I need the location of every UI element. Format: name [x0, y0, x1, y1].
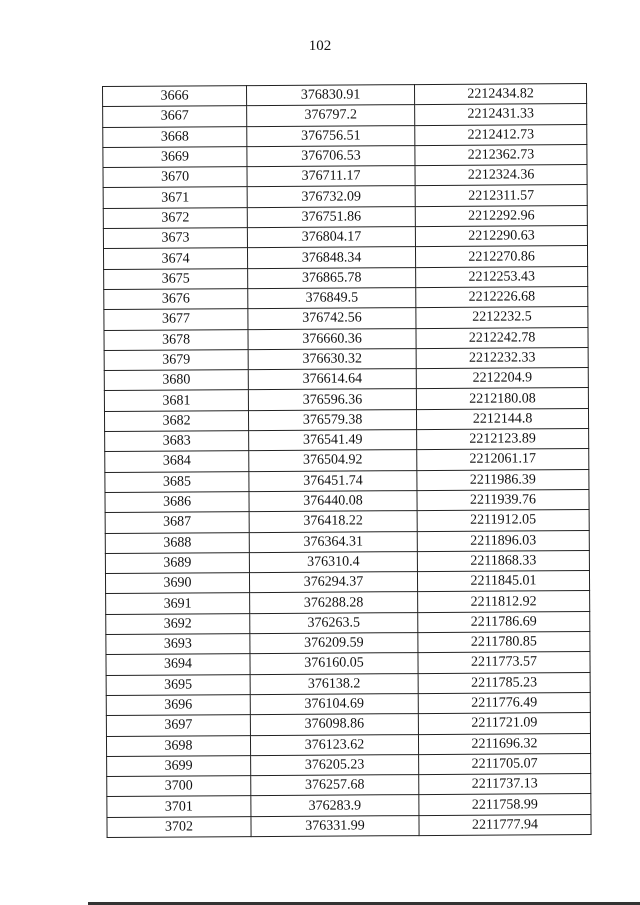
y-coordinate-cell: 2212253.43 — [416, 266, 588, 287]
x-coordinate-cell: 376205.23 — [251, 754, 419, 775]
table-row — [106, 733, 590, 756]
y-coordinate-cell: 2212292.96 — [415, 205, 587, 226]
table-row — [106, 611, 590, 634]
x-coordinate-cell: 376138.2 — [250, 673, 418, 694]
y-coordinate-cell: 2212434.82 — [414, 84, 586, 105]
x-coordinate-cell: 376742.56 — [248, 308, 416, 329]
x-coordinate-cell: 376364.31 — [249, 531, 417, 552]
point-number-cell: 3681 — [104, 390, 248, 411]
y-coordinate-cell: 2211939.76 — [417, 489, 589, 510]
x-coordinate-cell: 376294.37 — [249, 572, 417, 593]
point-number-cell: 3702 — [107, 816, 251, 837]
table-row — [103, 144, 587, 167]
y-coordinate-cell: 2211696.32 — [418, 733, 590, 754]
x-coordinate-cell: 376849.5 — [248, 288, 416, 309]
y-coordinate-cell: 2212204.9 — [416, 368, 588, 389]
table-row — [105, 530, 589, 553]
y-coordinate-cell: 2211721.09 — [418, 713, 590, 734]
y-coordinate-cell: 2211737.13 — [419, 774, 591, 795]
point-number-cell: 3672 — [103, 207, 247, 228]
x-coordinate-cell: 376209.59 — [250, 633, 418, 654]
x-coordinate-cell: 376732.09 — [247, 186, 415, 207]
table-row — [103, 226, 587, 249]
table-body — [103, 84, 592, 838]
x-coordinate-cell: 376706.53 — [247, 145, 415, 166]
point-number-cell: 3694 — [106, 654, 250, 675]
table-row — [104, 287, 588, 310]
table-row — [105, 469, 589, 492]
y-coordinate-cell: 2212232.5 — [416, 307, 588, 328]
point-number-cell: 3677 — [104, 309, 248, 330]
point-number-cell: 3696 — [106, 695, 250, 716]
x-coordinate-cell: 376596.36 — [248, 389, 416, 410]
point-number-cell: 3671 — [103, 187, 247, 208]
x-coordinate-cell: 376751.86 — [247, 206, 415, 227]
y-coordinate-cell: 2212324.36 — [415, 165, 587, 186]
table-row — [103, 165, 587, 188]
y-coordinate-cell: 2212362.73 — [415, 144, 587, 165]
table-row — [106, 591, 590, 614]
point-number-cell: 3689 — [105, 552, 249, 573]
point-number-cell: 3673 — [103, 228, 247, 249]
y-coordinate-cell: 2212431.33 — [415, 104, 587, 125]
y-coordinate-cell: 2212180.08 — [416, 388, 588, 409]
point-number-cell: 3700 — [107, 776, 251, 797]
table-row — [105, 571, 589, 594]
table-row — [106, 692, 590, 715]
y-coordinate-cell: 2211758.99 — [419, 794, 591, 815]
y-coordinate-cell: 2211812.92 — [418, 591, 590, 612]
table-row — [105, 510, 589, 533]
x-coordinate-cell: 376123.62 — [250, 734, 418, 755]
point-number-cell: 3691 — [106, 593, 250, 614]
x-coordinate-cell: 376288.28 — [250, 592, 418, 613]
x-coordinate-cell: 376804.17 — [247, 227, 415, 248]
table-row — [106, 632, 590, 655]
y-coordinate-cell: 2212226.68 — [416, 287, 588, 308]
y-coordinate-cell: 2211868.33 — [417, 550, 589, 571]
table-row — [105, 449, 589, 472]
table-row — [105, 489, 589, 512]
y-coordinate-cell: 2211896.03 — [417, 530, 589, 551]
table-row — [104, 327, 588, 350]
x-coordinate-cell: 376451.74 — [249, 470, 417, 491]
y-coordinate-cell: 2212290.63 — [415, 226, 587, 247]
table-row — [104, 368, 588, 391]
table-row — [104, 307, 588, 330]
x-coordinate-cell: 376865.78 — [248, 267, 416, 288]
y-coordinate-cell: 2211786.69 — [418, 611, 590, 632]
point-number-cell: 3686 — [105, 492, 249, 513]
x-coordinate-cell: 376104.69 — [250, 693, 418, 714]
x-coordinate-cell: 376418.22 — [249, 511, 417, 532]
table-row — [106, 652, 590, 675]
y-coordinate-cell: 2211845.01 — [417, 571, 589, 592]
point-number-cell: 3701 — [107, 796, 251, 817]
x-coordinate-cell: 376541.49 — [249, 430, 417, 451]
table-row — [104, 388, 588, 411]
coordinates-table — [102, 83, 592, 838]
y-coordinate-cell: 2212144.8 — [416, 408, 588, 429]
page-number: 102 — [308, 38, 332, 54]
y-coordinate-cell: 2211776.49 — [418, 692, 590, 713]
point-number-cell: 3676 — [104, 289, 248, 310]
point-number-cell: 3679 — [104, 349, 248, 370]
point-number-cell: 3687 — [105, 512, 249, 533]
point-number-cell: 3685 — [105, 471, 249, 492]
point-number-cell: 3688 — [105, 532, 249, 553]
table-row — [104, 266, 588, 289]
x-coordinate-cell: 376504.92 — [249, 450, 417, 471]
point-number-cell: 3697 — [106, 715, 250, 736]
x-coordinate-cell: 376630.32 — [248, 348, 416, 369]
point-number-cell: 3699 — [107, 755, 251, 776]
point-number-cell: 3693 — [106, 634, 250, 655]
table-row — [106, 672, 590, 695]
y-coordinate-cell: 2211785.23 — [418, 672, 590, 693]
table-row — [105, 429, 589, 452]
x-coordinate-cell: 376331.99 — [251, 815, 419, 836]
y-coordinate-cell: 2211780.85 — [418, 632, 590, 653]
table-row — [104, 408, 588, 431]
x-coordinate-cell: 376310.4 — [249, 551, 417, 572]
x-coordinate-cell: 376756.51 — [247, 125, 415, 146]
coordinates-table-wrapper — [102, 83, 591, 838]
x-coordinate-cell: 376283.9 — [251, 795, 419, 816]
point-number-cell: 3692 — [106, 613, 250, 634]
x-coordinate-cell: 376257.68 — [251, 775, 419, 796]
table-row — [107, 753, 591, 776]
y-coordinate-cell: 2212412.73 — [415, 124, 587, 145]
point-number-cell: 3674 — [103, 248, 247, 269]
table-row — [105, 550, 589, 573]
point-number-cell: 3667 — [103, 106, 247, 127]
x-coordinate-cell: 376797.2 — [247, 105, 415, 126]
x-coordinate-cell: 376614.64 — [248, 369, 416, 390]
x-coordinate-cell: 376440.08 — [249, 491, 417, 512]
table-row — [107, 794, 591, 817]
y-coordinate-cell: 2212123.89 — [417, 429, 589, 450]
table-row — [103, 84, 587, 107]
y-coordinate-cell: 2212232.33 — [416, 347, 588, 368]
table-row — [103, 246, 587, 269]
y-coordinate-cell: 2211705.07 — [419, 753, 591, 774]
point-number-cell: 3678 — [104, 329, 248, 350]
table-row — [103, 104, 587, 127]
point-number-cell: 3683 — [105, 431, 249, 452]
table-row — [106, 713, 590, 736]
x-coordinate-cell: 376160.05 — [250, 653, 418, 674]
table-row — [107, 814, 591, 837]
point-number-cell: 3684 — [105, 451, 249, 472]
point-number-cell: 3698 — [106, 735, 250, 756]
x-coordinate-cell: 376579.38 — [248, 409, 416, 430]
table-row — [103, 205, 587, 228]
point-number-cell: 3682 — [104, 410, 248, 431]
point-number-cell: 3680 — [104, 370, 248, 391]
y-coordinate-cell: 2212270.86 — [415, 246, 587, 267]
x-coordinate-cell: 376830.91 — [247, 85, 415, 106]
y-coordinate-cell: 2211777.94 — [419, 814, 591, 835]
point-number-cell: 3666 — [103, 86, 247, 107]
y-coordinate-cell: 2212242.78 — [416, 327, 588, 348]
y-coordinate-cell: 2211986.39 — [417, 469, 589, 490]
x-coordinate-cell: 376660.36 — [248, 328, 416, 349]
point-number-cell: 3670 — [103, 167, 247, 188]
y-coordinate-cell: 2212061.17 — [417, 449, 589, 470]
y-coordinate-cell: 2211773.57 — [418, 652, 590, 673]
point-number-cell: 3690 — [105, 573, 249, 594]
point-number-cell: 3669 — [103, 147, 247, 168]
point-number-cell: 3668 — [103, 126, 247, 147]
table-row — [107, 774, 591, 797]
x-coordinate-cell: 376848.34 — [247, 247, 415, 268]
x-coordinate-cell: 376263.5 — [250, 612, 418, 633]
point-number-cell: 3695 — [106, 674, 250, 695]
table-row — [103, 185, 587, 208]
table-row — [104, 347, 588, 370]
x-coordinate-cell: 376098.86 — [250, 714, 418, 735]
y-coordinate-cell: 2211912.05 — [417, 510, 589, 531]
y-coordinate-cell: 2212311.57 — [415, 185, 587, 206]
x-coordinate-cell: 376711.17 — [247, 166, 415, 187]
table-row — [103, 124, 587, 147]
point-number-cell: 3675 — [104, 268, 248, 289]
